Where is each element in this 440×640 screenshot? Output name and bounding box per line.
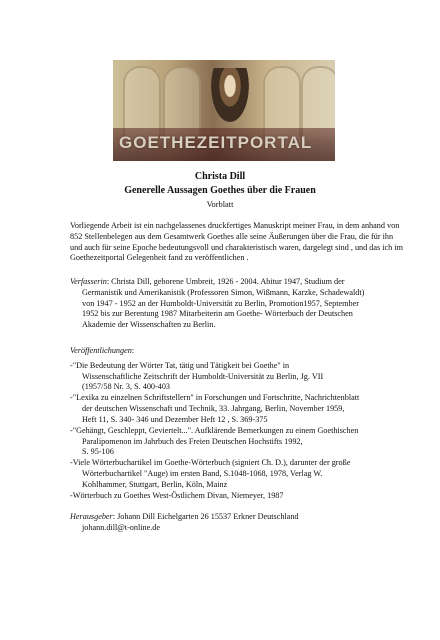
publication-item (70, 393, 405, 425)
publication-line: Heft 11, S. 340- 346 und Dezember Heft 12 , S. 369-375 (82, 414, 268, 424)
publication-line: Paralipomenon im Jahrbuch des Freien Deutschen Hochstifts 1992, (82, 436, 303, 446)
publication-line: -Wörterbuch zu Goethes West-Östlichem Divan, Niemeyer, 1987 (70, 490, 284, 500)
author-bio (70, 277, 405, 331)
publications: Veröffentlichungen: -"Die Bedeutung der Wörter Tat, tätig und Tätigkeit bei Goethe" in Wissenschaftliche Zeitschrift der Humboldt-Universität zu Berlin, Jg. VII (1957/58 Nr. 3, S. 400-403 -"Lexika zu einzelnen Schriftstellern" in Forschungen und Fortschritte, Nachrichtenblatt der deutschen Wissenschaft und Technik, 33. Jahrgang, Berlin, November 1959, Heft 11, S. 340- 346 und Dezember Heft 12 , S. 369-375 -"Gehängt, Geschleppt, Geviertelt...". Aufklärende Bemerkungen zu einem Goethischen Paralipomenon im Jahrbuch des Freien Deutschen Hochstifts 1992, S. 95-106 -Viele Wörterbuchartikel im Goethe-Wörterbuch (signiert Ch. D.), darunter der große Wörterbuchartikel "Auge) im ersten Band, S.1048-1068, 1978, Verlag W. Kohlhammer, Stuttgart, Berlin, Köln, Mainz -Wörterbuch zu Goethes West-Östlichem Divan, Niemeyer, 1987 (70, 346, 405, 502)
publication-line: -"Die Bedeutung der Wörter Tat, tätig und Tätigkeit bei Goethe" in (70, 360, 290, 370)
goethe-portrait (208, 68, 252, 128)
publication-line: Wissenschaftliche Zeitschrift der Humboldt-Universität zu Berlin, Jg. VII (82, 371, 324, 381)
author-bio-line: von 1947 - 1952 an der Humboldt-Universität zu Berlin, Promotion1957, September (82, 298, 359, 308)
publication-line: S. 95-106 (82, 447, 114, 457)
author-bio-line: Akademie der Wissenschaften zu Berlin. (82, 320, 216, 330)
publication-line: -"Lexika zu einzelnen Schriftstellern" in Forschungen und Fortschritte, Nachrichtenblatt (70, 393, 360, 403)
author-bio-line: Germanistik und Amerikanistik (Professoren Simon, Wißmann, Karzke, Schadewaldt) (82, 287, 365, 297)
publication-item (70, 426, 405, 458)
author-bio-label: Verfasserin (70, 277, 107, 286)
author-bio-line: : Christa Dill, geborene Umbreit, 1926 - 2004. Abitur 1947, Studium der (106, 277, 345, 286)
document-subtitle: Vorblatt (206, 200, 234, 209)
publication-line: (1957/58 Nr. 3, S. 400-403 (82, 382, 171, 392)
publisher (70, 512, 405, 534)
author-bio-line: 1952 bis zur Berentung 1987 Mitarbeiterin am Goethe- Wörterbuch der Deutschen (82, 309, 353, 319)
publisher-email[interactable]: johann.dill@t-online.de (82, 522, 161, 532)
goethezeitportal-banner (113, 60, 335, 161)
author-name: Christa Dill (194, 171, 246, 182)
publication-line: -Viele Wörterbuchartikel im Goethe-Wörterbuch (signiert Ch. D.), darunter der große (70, 458, 351, 468)
publication-item (70, 361, 405, 393)
publication-line: Kohlhammer, Stuttgart, Berlin, Köln, Mainz (82, 479, 228, 489)
publications-label: Veröffentlichungen (70, 346, 132, 355)
publication-line: Wörterbuchartikel "Auge) im ersten Band, S.1048-1068, 1978, Verlag W. (82, 469, 323, 479)
document-title: Generelle Aussagen Goethes über die Frauen (124, 185, 316, 196)
publication-line: -"Gehängt, Geschleppt, Geviertelt...". Aufklärende Bemerkungen zu einem Goethischen (70, 425, 359, 435)
publisher-label: Herausgeber (70, 512, 113, 521)
banner-logo: GOETHEZEITPORTAL (119, 133, 313, 152)
publication-line: der deutschen Wissenschaft und Technik, 33. Jahrgang, Berlin, November 1959, (82, 404, 345, 414)
intro-paragraph: Vorliegende Arbeit ist ein nachgelassenes druckfertiges Manuskript meiner Frau, in dem anhand von 852 Stellenbelegen aus dem Gesamtwerk Goethes alle seine Äußerungen über die Frau, die für ihn und auch für seine Epoche bedeutungsvoll und charakteristisch waren, dargelegt sind , und das ich im Goethezeitportal Gelegenheit fand zu veröffentlichen . (70, 221, 403, 263)
publication-item (70, 491, 405, 502)
publication-item (70, 458, 405, 490)
publisher-address: : Johann Dill Eichelgarten 26 15537 Erkner Deutschland (112, 512, 299, 521)
